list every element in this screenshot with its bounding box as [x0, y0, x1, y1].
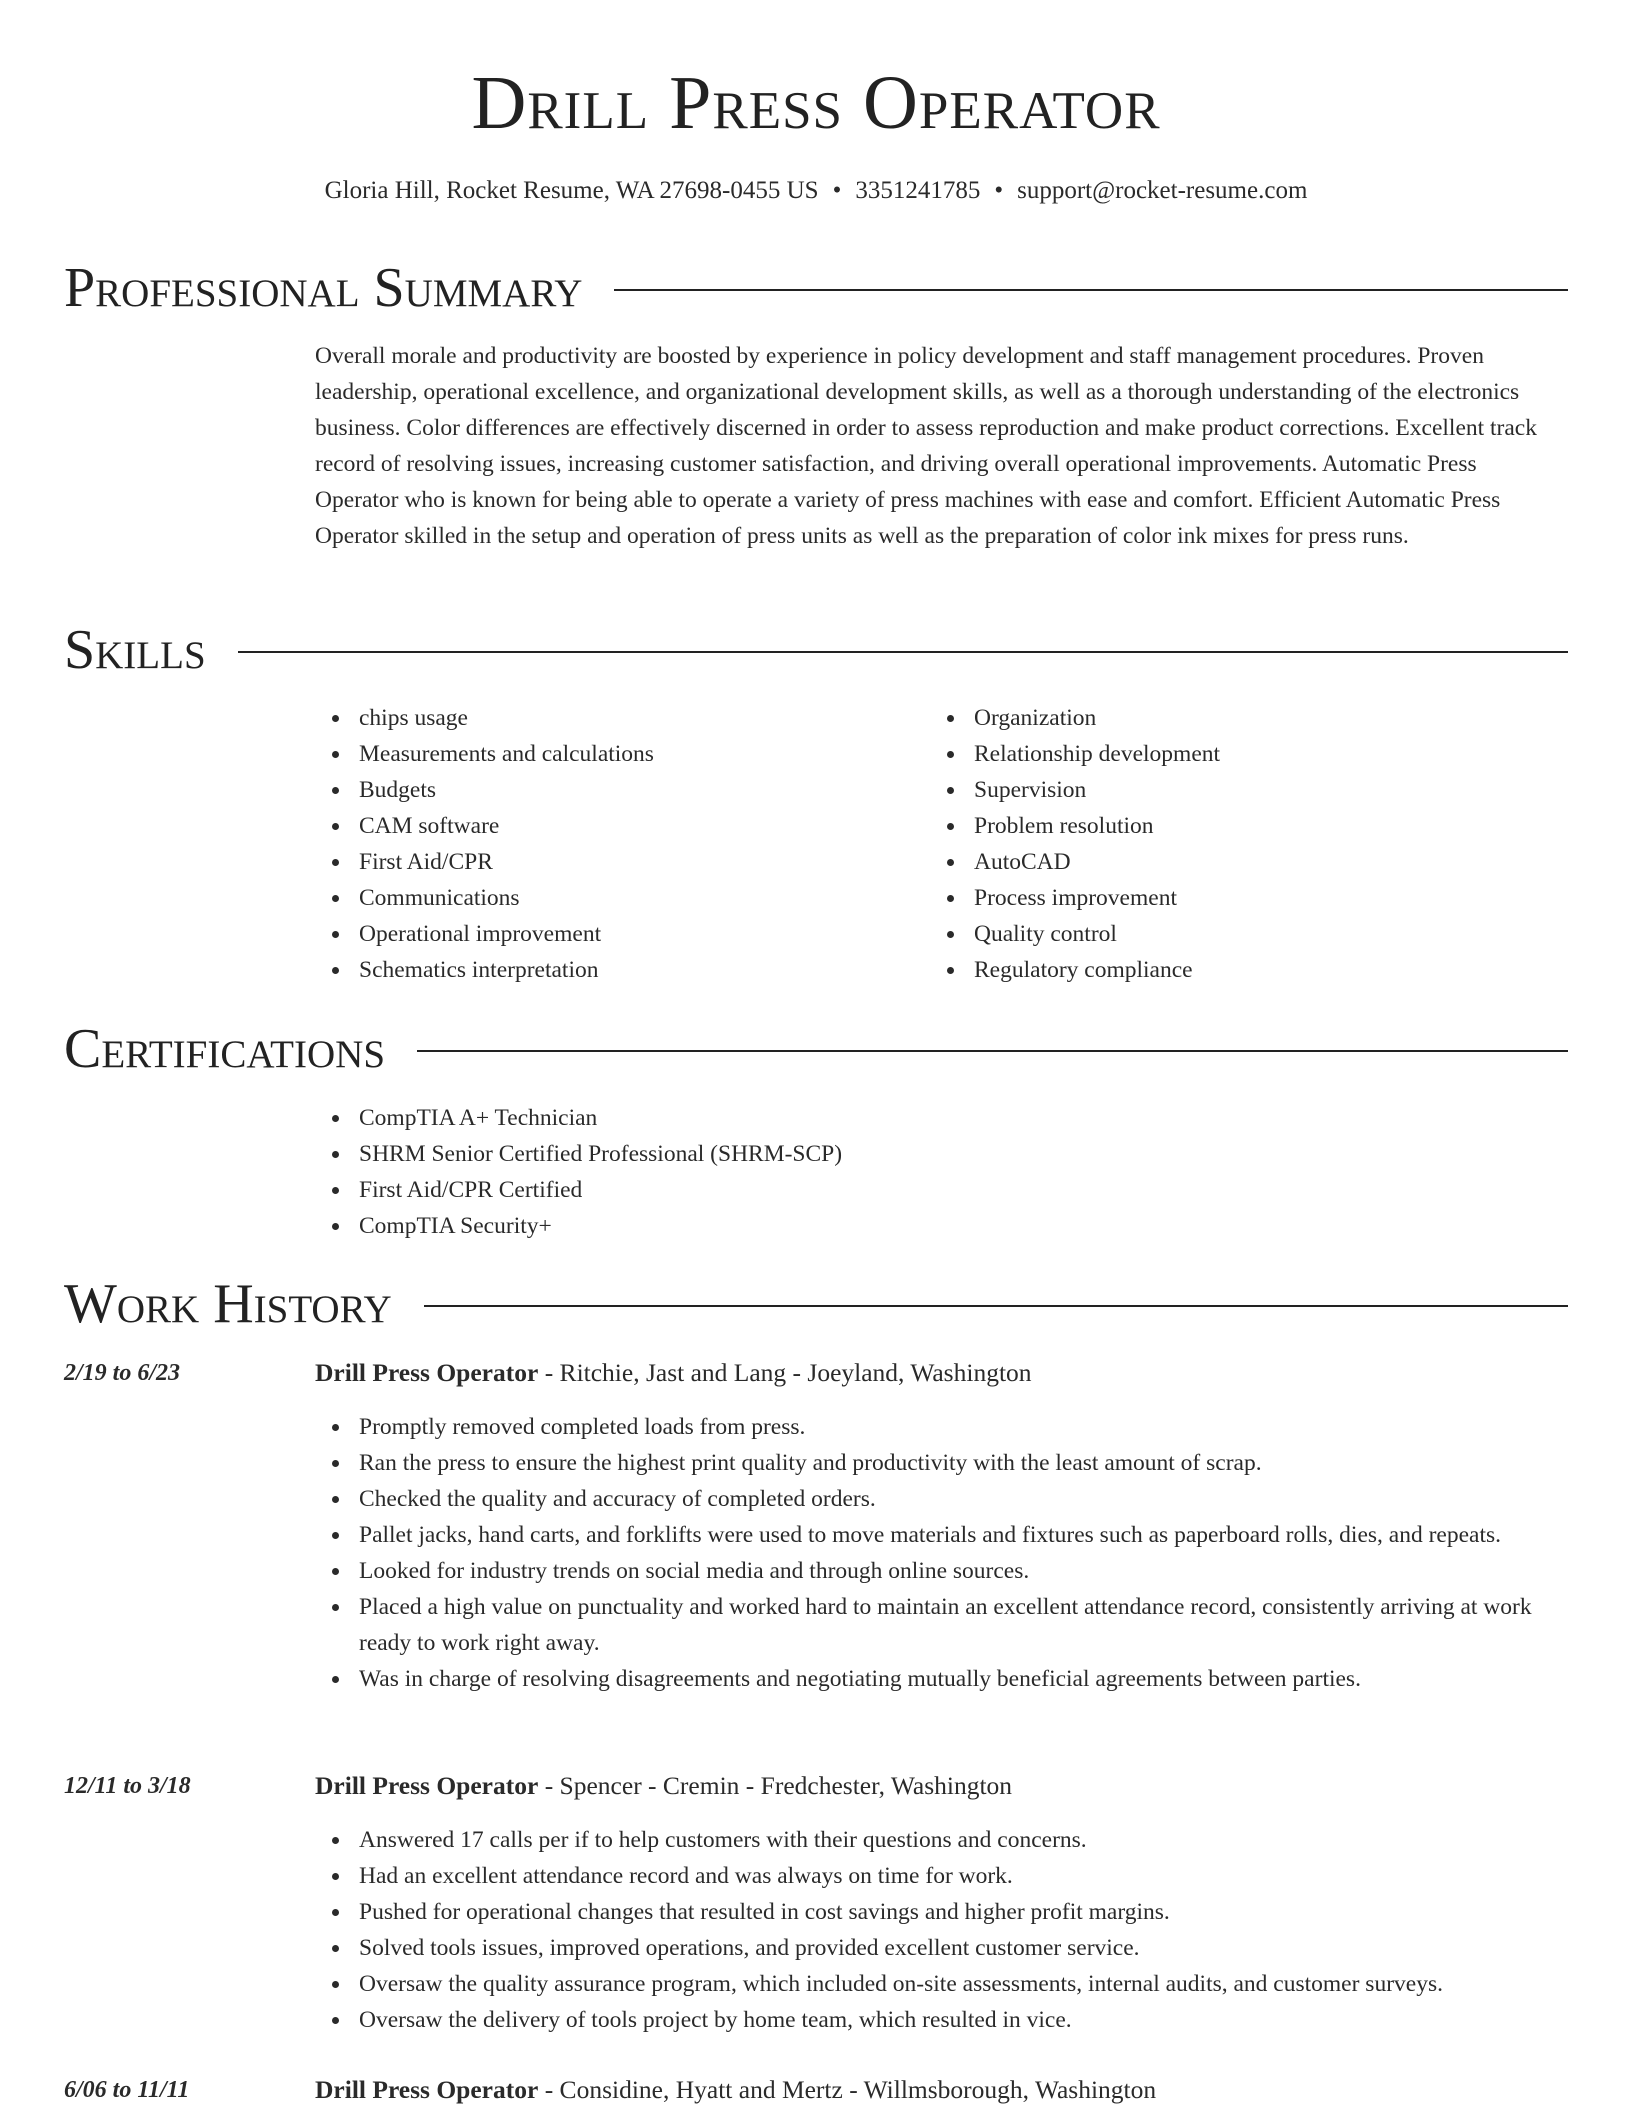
- section-divider: [238, 651, 1568, 653]
- contact-email: support@rocket-resume.com: [1017, 177, 1308, 204]
- job-employer: - Considine, Hyatt and Mertz - Willmsborough, Washington: [538, 2075, 1157, 2104]
- skill-item: Organization: [930, 700, 1530, 736]
- job-bullet: Had an excellent attendance record and was always on time for work.: [315, 1858, 1565, 1894]
- job-employer: - Spencer - Cremin - Fredchester, Washington: [538, 1771, 1013, 1800]
- skills-list-left: [315, 700, 915, 988]
- certification-item: CompTIA A+ Technician: [315, 1100, 1565, 1136]
- skill-item: Quality control: [930, 916, 1530, 952]
- certification-item: First Aid/CPR Certified: [315, 1172, 1565, 1208]
- summary-text: Overall morale and productivity are boosted by experience in policy development and staff management procedures. Proven leadership, operational excellence, and organizational development skills, as well as a thorough understanding of the electronics business. Color differences are effectively discerned in order to assess reproduction and make product corrections. Excellent track record of resolving issues, increasing customer satisfaction, and driving overall operational improvements. Automatic Press Operator who is known for being able to operate a variety of press machines with ease and comfort. Efficient Automatic Press Operator skilled in the setup and operation of press units as well as the preparation of color ink mixes for press runs.: [315, 343, 1537, 549]
- skill-item: Regulatory compliance: [930, 952, 1530, 988]
- job-bullet: Pallet jacks, hand carts, and forklifts were used to move materials and fixtures such as paperboard rolls, dies, and repeats.: [315, 1517, 1565, 1553]
- contact-separator: •: [832, 177, 842, 204]
- skill-item: Supervision: [930, 772, 1530, 808]
- job-title: Drill Press Operator: [315, 1358, 539, 1387]
- contact-line: [0, 174, 1632, 208]
- skill-item: Problem resolution: [930, 808, 1530, 844]
- job-bullet: Oversaw the quality assurance program, which included on-site assessments, internal audits, and customer surveys.: [315, 1966, 1565, 2002]
- certifications-list: [315, 1100, 1565, 1244]
- work-history-section-header: [64, 1272, 1568, 1336]
- resume-name: Drill Press Operator: [471, 61, 1161, 145]
- job-heading: [315, 2073, 1565, 2107]
- contact-address: Gloria Hill, Rocket Resume, WA 27698-0455 US: [324, 177, 819, 204]
- job-bullet: Pushed for operational changes that resulted in cost savings and higher profit margins.: [315, 1894, 1565, 1930]
- skill-item: Measurements and calculations: [315, 736, 915, 772]
- summary-section-header: [64, 256, 1568, 320]
- skill-item: Communications: [315, 880, 915, 916]
- contact-separator: •: [994, 177, 1004, 204]
- job-bullet: Was in charge of resolving disagreements and negotiating mutually beneficial agreements between parties.: [315, 1661, 1565, 1697]
- skill-item: Operational improvement: [315, 916, 915, 952]
- job-bullets: [315, 1409, 1565, 1697]
- job-dates: 6/06 to 11/11: [64, 2077, 190, 2103]
- job-bullet: Solved tools issues, improved operations, and provided excellent customer service.: [315, 1930, 1565, 1966]
- certifications-section-header: [64, 1017, 1568, 1081]
- job-dates: 12/11 to 3/18: [64, 1773, 191, 1799]
- certification-item: SHRM Senior Certified Professional (SHRM-SCP): [315, 1136, 1565, 1172]
- job-heading: [315, 1769, 1565, 1803]
- skill-item: Budgets: [315, 772, 915, 808]
- job-heading: [315, 1356, 1565, 1390]
- skill-item: Process improvement: [930, 880, 1530, 916]
- job-bullet: Answered 17 calls per if to help customers with their questions and concerns.: [315, 1822, 1565, 1858]
- contact-phone: 3351241785: [855, 177, 981, 204]
- skill-item: CAM software: [315, 808, 915, 844]
- skill-item: AutoCAD: [930, 844, 1530, 880]
- job-bullet: Ran the press to ensure the highest print quality and productivity with the least amount of scrap.: [315, 1445, 1565, 1481]
- section-divider: [417, 1050, 1568, 1052]
- job-employer: - Ritchie, Jast and Lang - Joeyland, Washington: [538, 1358, 1032, 1387]
- skill-item: Relationship development: [930, 736, 1530, 772]
- certifications-section-title: Certifications: [64, 1018, 386, 1080]
- section-divider: [614, 289, 1568, 291]
- job-dates: 2/19 to 6/23: [64, 1360, 181, 1386]
- job-bullet: Placed a high value on punctuality and worked hard to maintain an excellent attendance record, consistently arriving at work ready to work right away.: [315, 1589, 1565, 1661]
- skills-list-right: [930, 700, 1530, 988]
- skills-section-header: [64, 618, 1568, 682]
- job-bullet: Looked for industry trends on social media and through online sources.: [315, 1553, 1565, 1589]
- skill-item: chips usage: [315, 700, 915, 736]
- job-bullet: Promptly removed completed loads from press.: [315, 1409, 1565, 1445]
- work-history-section-title: Work History: [64, 1273, 392, 1335]
- skill-item: Schematics interpretation: [315, 952, 915, 988]
- skills-section-title: Skills: [64, 619, 206, 681]
- job-bullet: Oversaw the delivery of tools project by home team, which resulted in vice.: [315, 2002, 1565, 2038]
- certification-item: CompTIA Security+: [315, 1208, 1565, 1244]
- summary-section-title: Professional Summary: [64, 257, 583, 319]
- job-title: Drill Press Operator: [315, 2075, 539, 2104]
- job-title: Drill Press Operator: [315, 1771, 539, 1800]
- job-bullets: [315, 1822, 1565, 2038]
- section-divider: [424, 1305, 1568, 1307]
- skill-item: First Aid/CPR: [315, 844, 915, 880]
- job-bullet: Checked the quality and accuracy of completed orders.: [315, 1481, 1565, 1517]
